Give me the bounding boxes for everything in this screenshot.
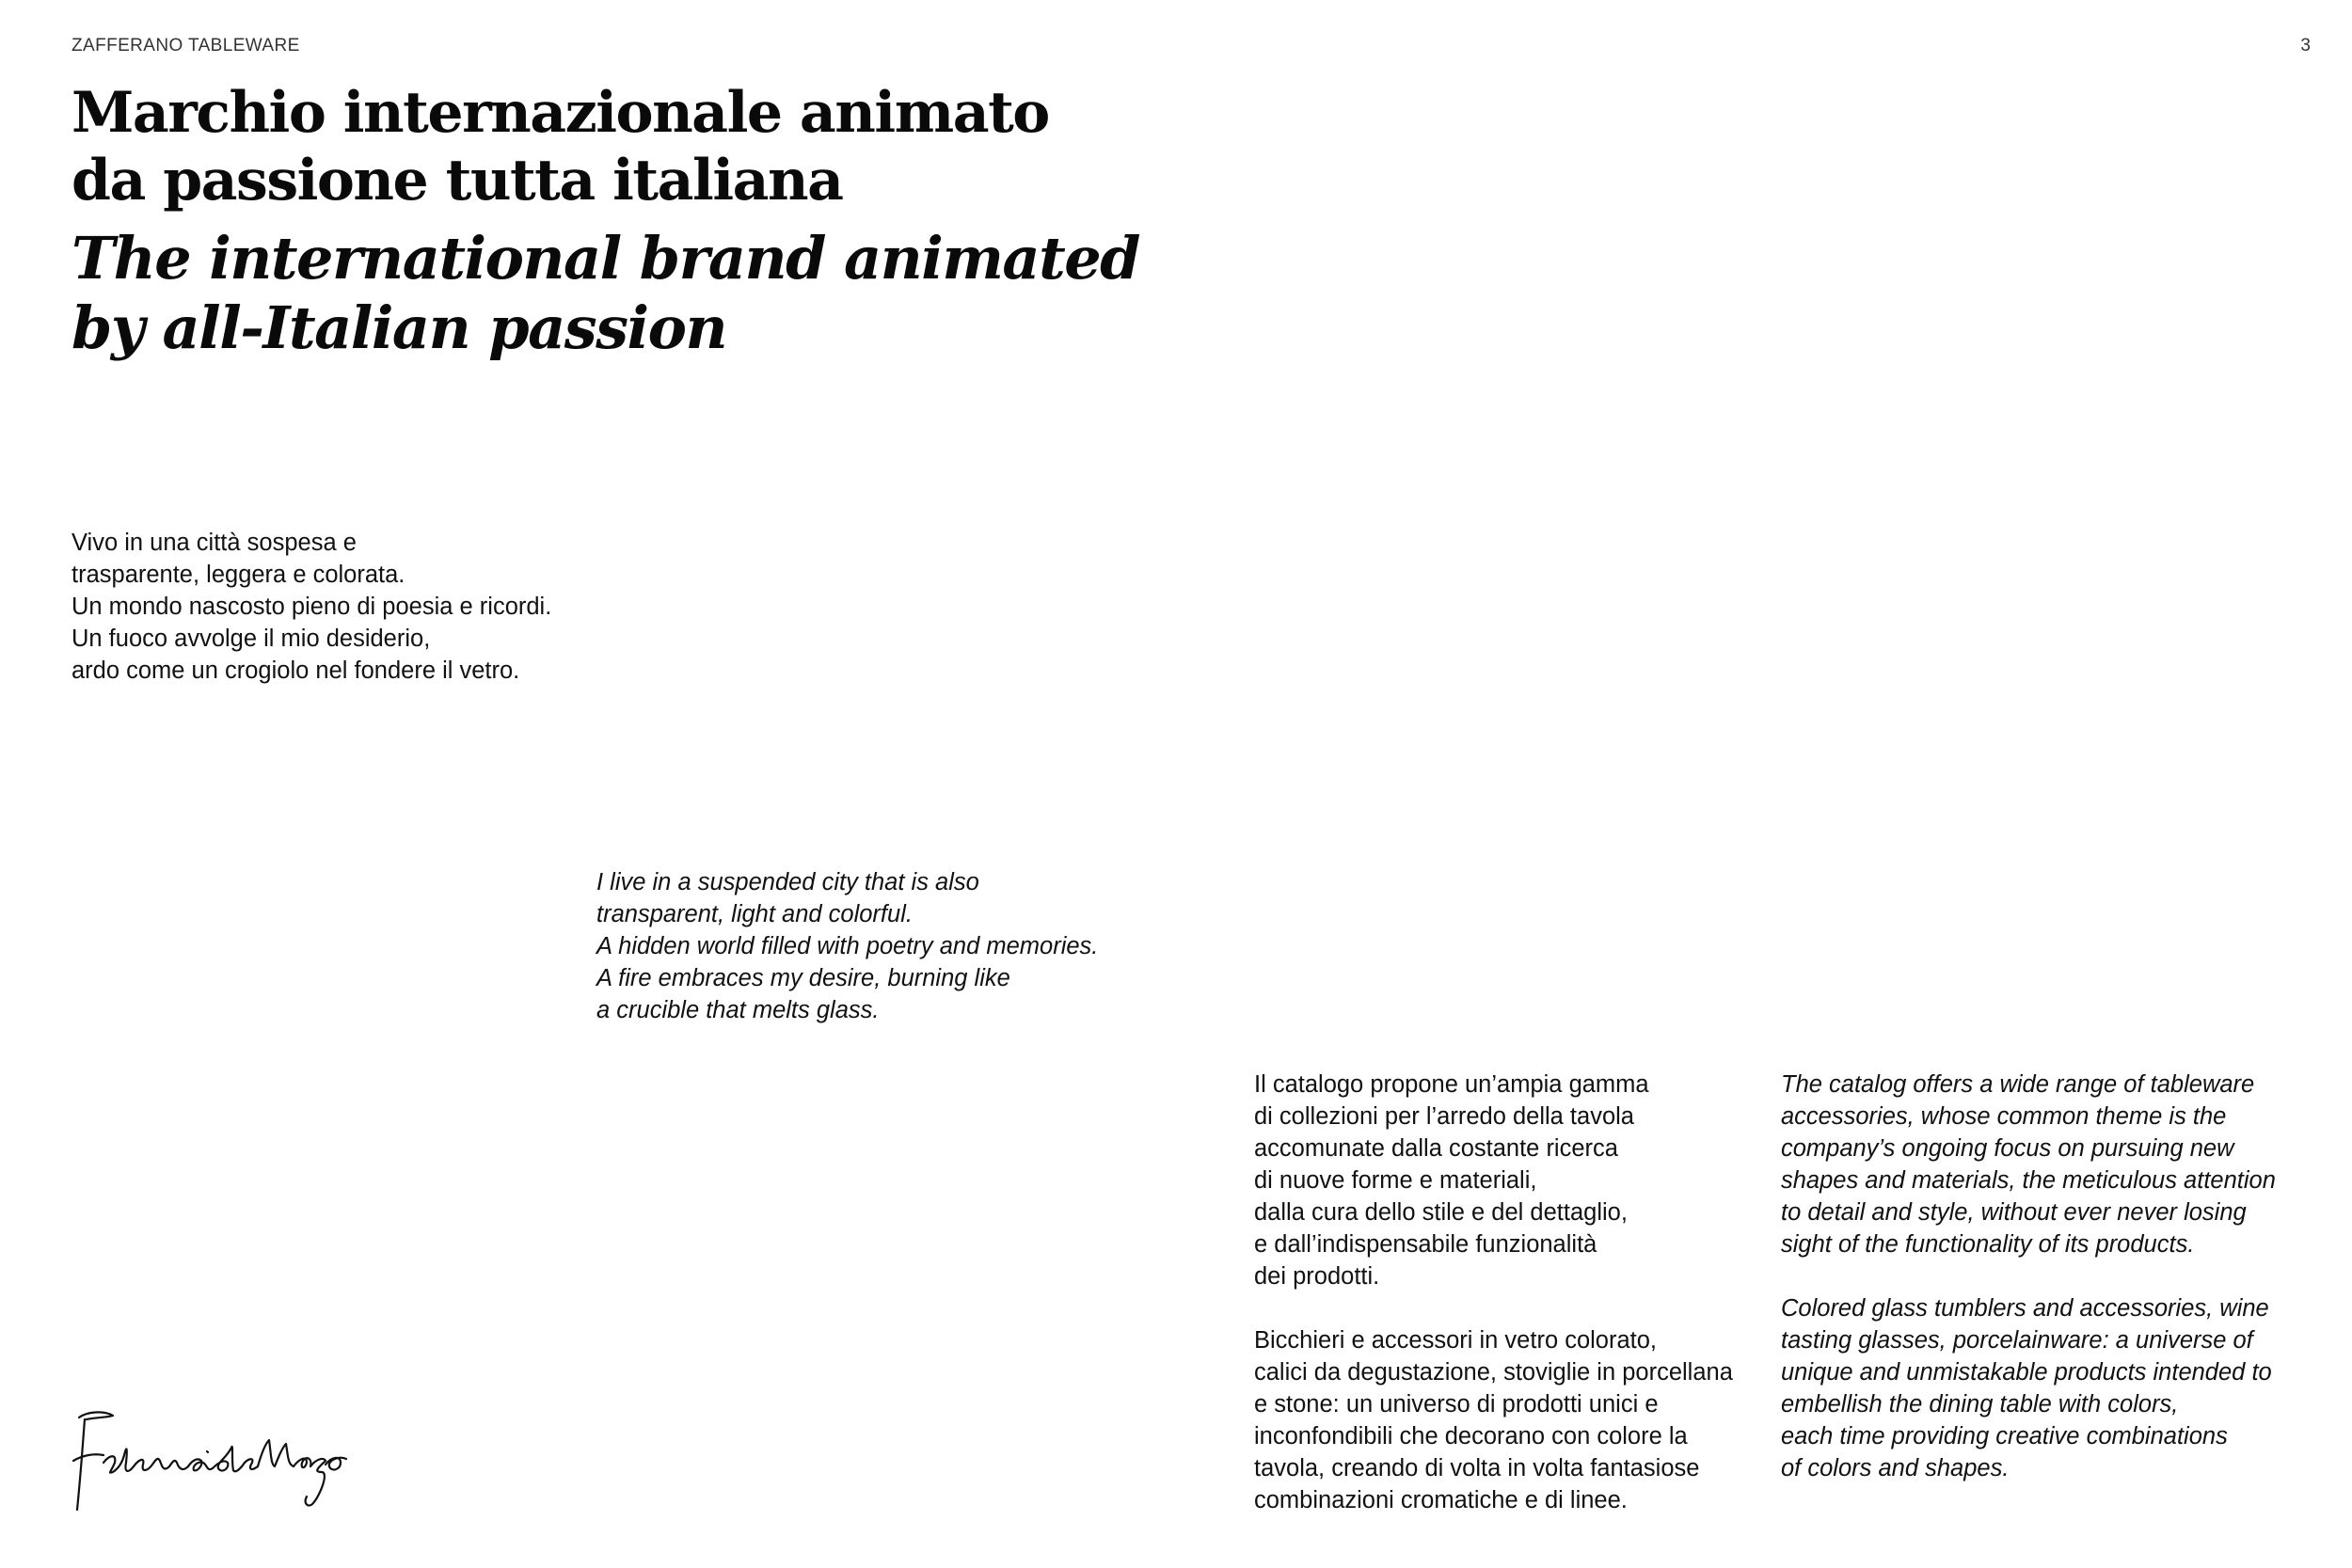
poem-english: I live in a suspended city that is also transparent, light and colorful. A hidden world filled with poetry and memories. A fire embraces my desire, burning like a crucible that melts glass.	[596, 869, 1099, 1023]
signature-image	[66, 1406, 358, 1519]
catalog-italian	[1254, 1069, 1781, 1516]
catalog-english-paragraph-2: Colored glass tumblers and accessories, wine tasting glasses, porcelainware: a universe of unique and unmistakable products intended to embellish the dining table with colors, each time providing creative combinations of colors and shapes.	[1781, 1295, 2272, 1481]
poem-italian: Vivo in una città sospesa e trasparente, leggera e colorata. Un mondo nascosto pieno di poesia e ricordi. Un fuoco avvolge il mio desiderio, ardo come un crogiolo nel fondere il vetro.	[72, 530, 552, 684]
signature-handwriting-icon	[66, 1406, 358, 1519]
catalog-english	[1781, 1069, 2327, 1484]
header-brand: ZAFFERANO TABLEWARE	[72, 36, 300, 55]
page-number: 3	[2300, 36, 2311, 55]
title-italian: Marchio internazionale animato da passione tutta italiana	[72, 80, 1049, 214]
title-english: The international brand animated by all-Italian passion	[72, 224, 1140, 362]
catalog-english-paragraph-1: The catalog offers a wide range of tableware accessories, whose common theme is the company’s ongoing focus on pursuing new shapes and materials, the meticulous attention to detail and style, without ever never losing sight of the functionality of its products.	[1781, 1071, 2276, 1258]
catalog-italian-paragraph-2: Bicchieri e accessori in vetro colorato, calici da degustazione, stoviglie in porcellana e stone: un universo di prodotti unici e inconfondibili che decorano con colore la tavola, creando di volta in volta fantasiose combinazioni cromatiche e di linee.	[1254, 1327, 1733, 1513]
catalog-italian-paragraph-1: Il catalogo propone un’ampia gamma di collezioni per l’arredo della tavola accomunate dalla costante ricerca di nuove forme e materiali, dalla cura dello stile e del dettaglio, e dall’indispensabile funzionalità dei prodotti.	[1254, 1071, 1649, 1290]
